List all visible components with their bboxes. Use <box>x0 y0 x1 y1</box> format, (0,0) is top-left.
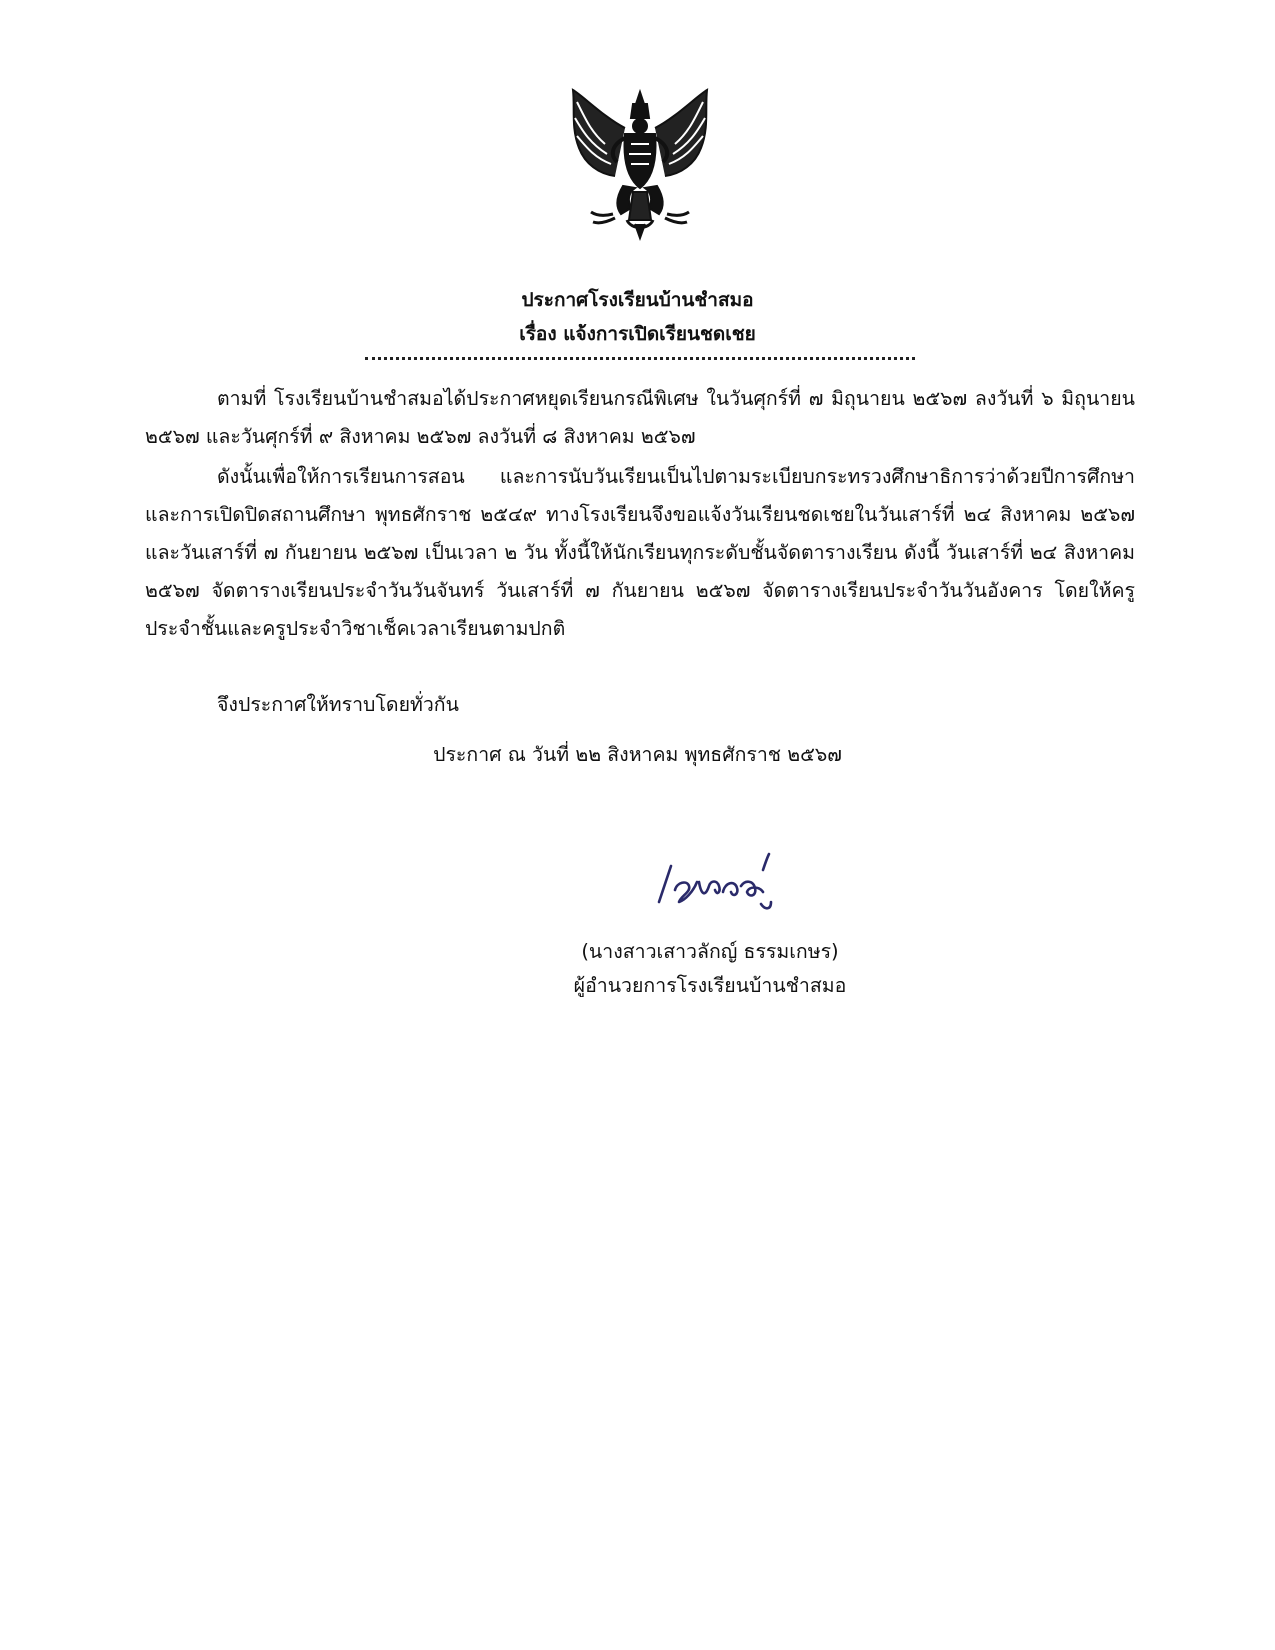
signer-block <box>555 935 865 1003</box>
signer-position: ผู้อำนวยการโรงเรียนบ้านชำสมอ <box>573 974 847 997</box>
announcement-subject: เรื่อง แจ้งการเปิดเรียนชดเชย <box>519 323 756 345</box>
closing-statement: จึงประกาศให้ทราบโดยทั่วกัน <box>217 693 459 716</box>
signer-name: (นางสาวเสาวลักญ์ ธรรมเกษร) <box>581 940 839 963</box>
handwritten-signature <box>645 850 795 920</box>
announcement-title: ประกาศโรงเรียนบ้านชำสมอ <box>521 289 754 311</box>
dotted-divider <box>365 357 915 360</box>
garuda-emblem-icon <box>565 88 715 243</box>
announcement-date: ประกาศ ณ วันที่ ๒๒ สิงหาคม พุทธศักราช ๒๕๖๗ <box>433 743 842 766</box>
paragraph-1: ตามที่ โรงเรียนบ้านชำสมอได้ประกาศหยุดเรียนกรณีพิเศษ ในวันศุกร์ที่ ๗ มิถุนายน ๒๕๖๗ ลงวันที่ ๖ มิถุนายน ๒๕๖๗ และวันศุกร์ที่ ๙ สิงหาคม ๒๕๖๗ ลงวันที่ ๘ สิงหาคม ๒๕๖๗ <box>145 387 1135 448</box>
title-block <box>0 283 1275 351</box>
paragraph-2: ดังนั้นเพื่อให้การเรียนการสอน และการนับวันเรียนเป็นไปตามระเบียบกระทรวงศึกษาธิการว่าด้วยปีการศึกษา และการเปิดปิดสถานศึกษา พุทธศักราช ๒๕๔๙ ทางโรงเรียนจึงขอแจ้งวันเรียนชดเชยในวันเสาร์ที่ ๒๔ สิงหาคม ๒๕๖๗ และวันเสาร์ที่ ๗ กันยายน ๒๕๖๗ เป็นเวลา ๒ วัน ทั้งนี้ให้นักเรียนทุกระดับชั้นจัดตารางเรียน ดังนี้ วันเสาร์ที่ ๒๔ สิงหาคม ๒๕๖๗ จัดตารางเรียนประจำวันวันจันทร์ วันเสาร์ที่ ๗ กันยายน ๒๕๖๗ จัดตารางเรียนประจำวันวันอังคาร โดยให้ครูประจำชั้นและครูประจำวิชาเช็คเวลาเรียนตามปกติ <box>145 465 1135 640</box>
